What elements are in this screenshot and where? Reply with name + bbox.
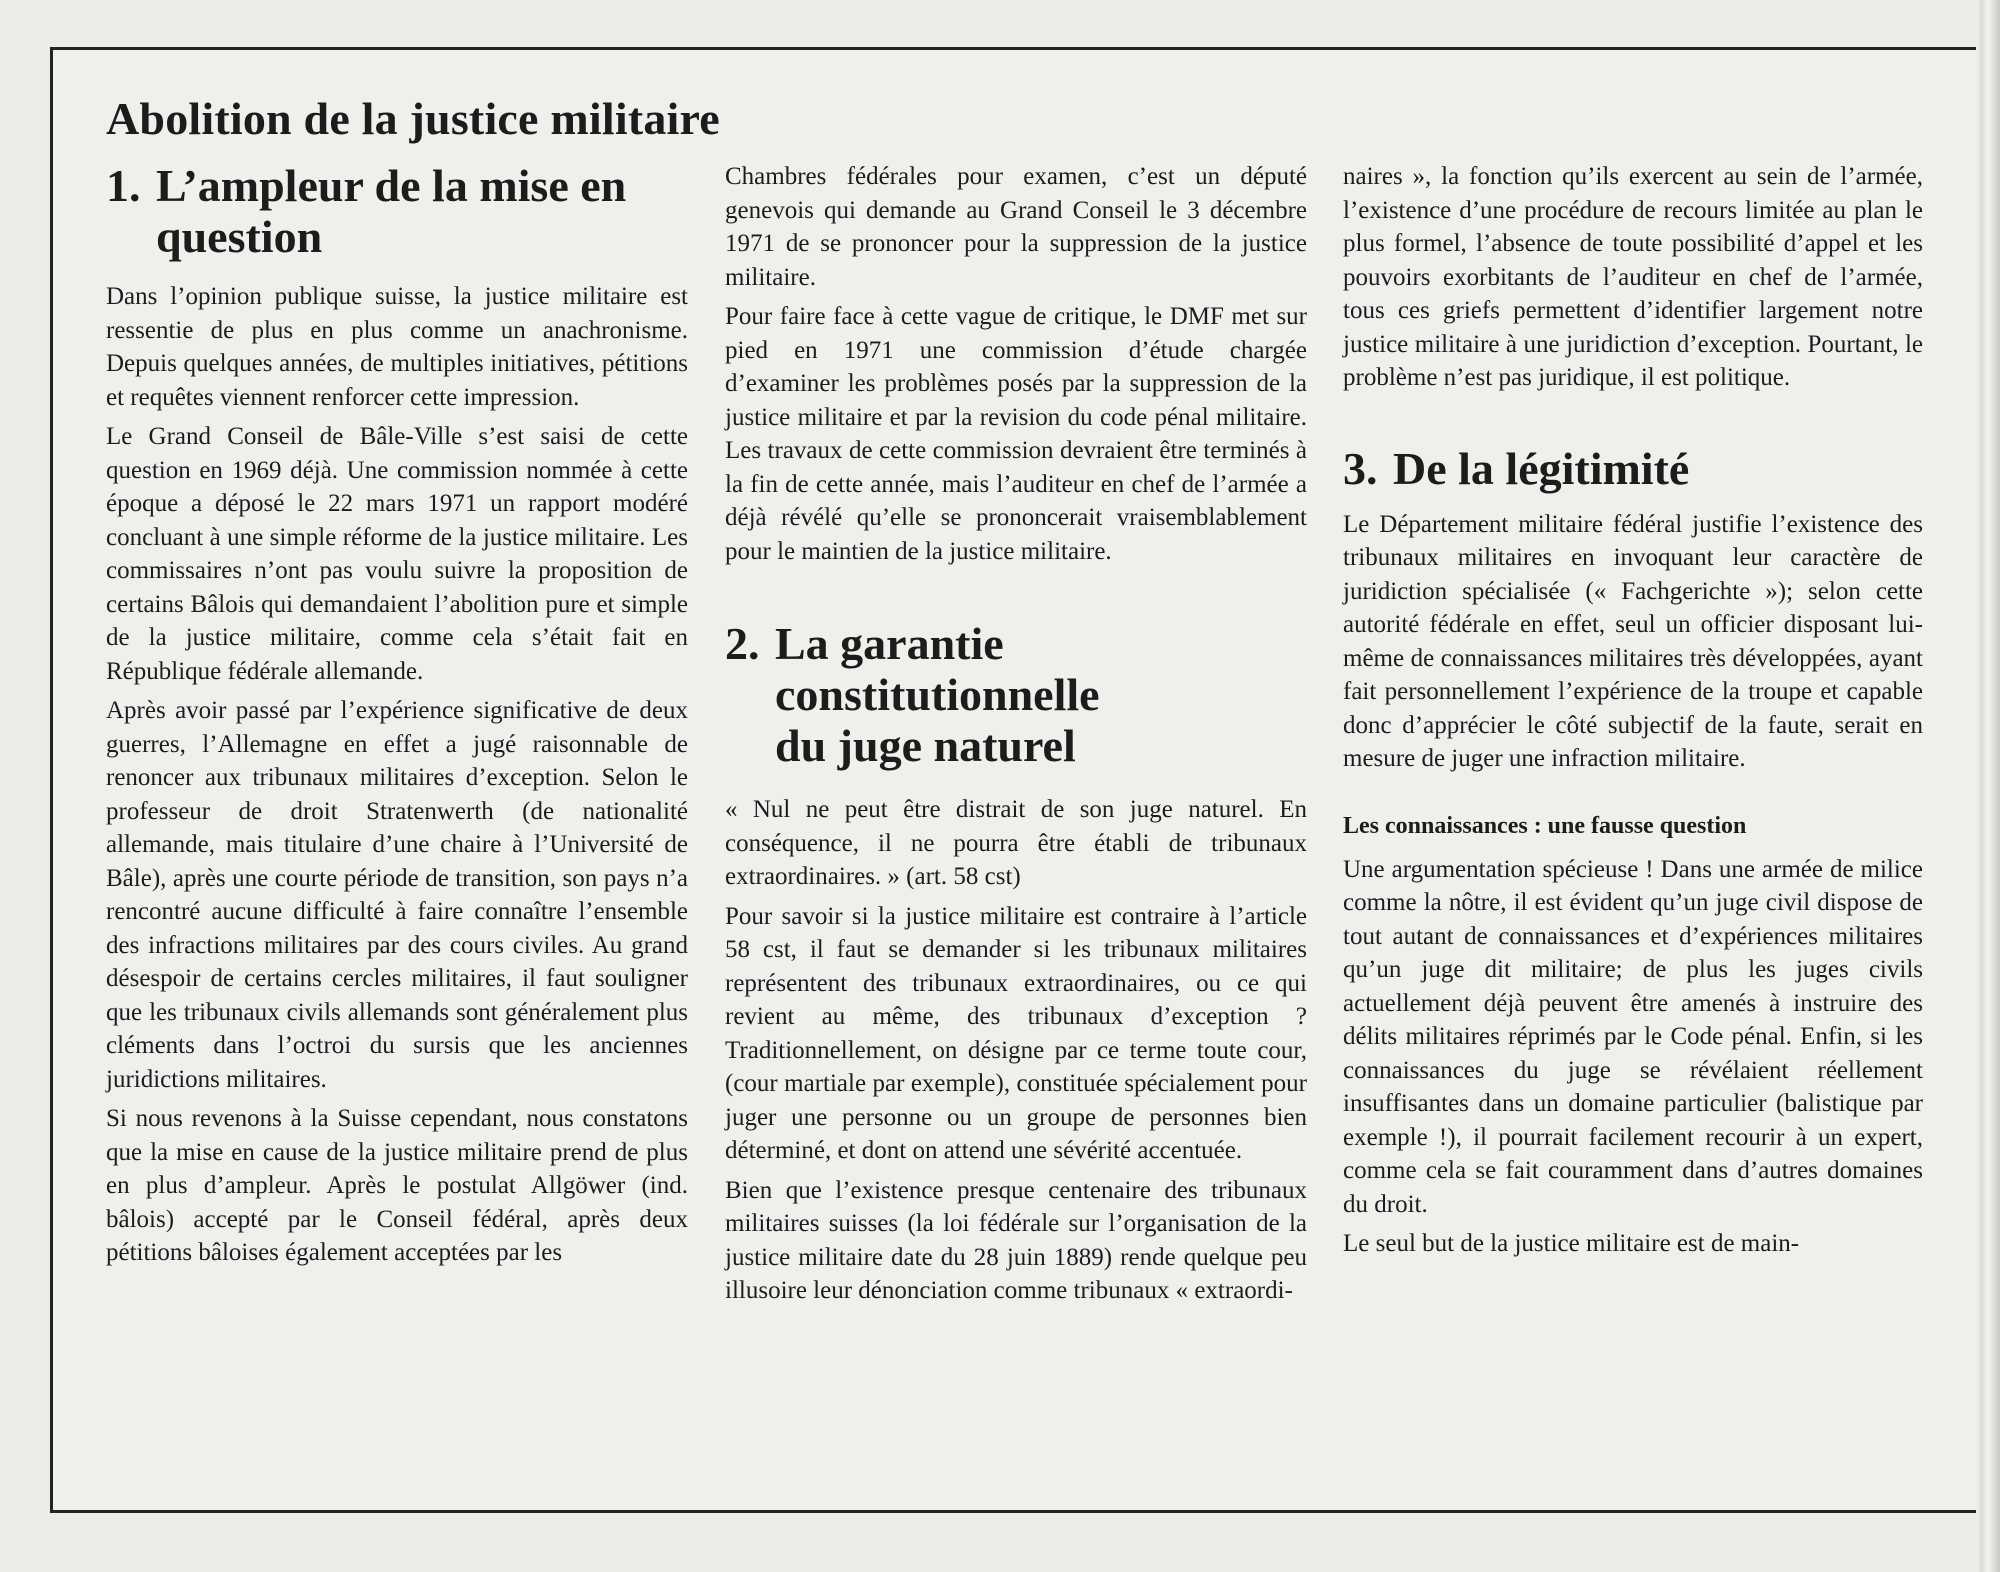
paragraph: Pour savoir si la justice militaire est contraire à l’article 58 cst, il faut se demander si les tribunaux militaires représentent des tribunaux extraordinaires, ou ce qui revient au même, des tribunaux d’exception ? Traditionnellement, on désigne par ce terme toute cour, (cour martiale par exemple), constituée spécialement pour juger une personne ou un groupe de personnes bien déterminé, et dont on attend une sévérité accentuée.: [725, 902, 1307, 1164]
article-title: Abolition de la justice militaire: [106, 93, 720, 144]
paragraph: Une argumentation spécieuse ! Dans une armée de milice comme la nôtre, il est évident qu’un juge civil dispose de tout autant de connaissances et d’expériences militaires qu’un juge dit militaire; de plus les juges civils actuellement déjà peuvent être amenés à instruire des délits militaires réprimés par le Code pénal. Enfin, si les connaissances du juge se révélaient réellement insuffisantes dans un domaine particulier (balistique par exemple !), il pourrait facilement recourir à un expert, comme cela se fait couramment dans d’autres domaines du droit.: [1343, 855, 1923, 1218]
section-1-number: 1.: [106, 160, 141, 211]
column-1: [106, 160, 688, 1276]
column-3: [1343, 160, 1923, 1267]
paragraph: Après avoir passé par l’expérience significative de deux guerres, l’Allemagne en effet a jugé raisonnable de renoncer aux tribunaux militaires d’exception. Selon le professeur de droit Stratenwerth (de nationalité allemande, mais titulaire d’une chaire à l’Université de Bâle), après une courte période de transition, son pays n’a rencontré aucune difficulté à faire connaître l’ensemble des infractions militaires par des cours civiles. Au grand désespoir de certains cercles militaires, il faut souligner que les tribunaux civils allemands sont généralement plus cléments dans l’octroi du sursis que les anciennes juridictions militaires.: [106, 697, 688, 1093]
section-2-heading: [725, 618, 1307, 771]
paragraph: Le seul but de la justice militaire est de main-: [1343, 1230, 1800, 1257]
section-1-title: L’ampleur de la mise en question: [156, 160, 627, 262]
page-edge: [1980, 0, 2000, 1572]
paragraph: Dans l’opinion publique suisse, la justice militaire est ressentie de plus en plus comme un anachronisme. Depuis quelques années, de multiples initiatives, pétitions et requêtes viennent renforcer cette impression.: [106, 283, 688, 411]
column-2: [725, 160, 1307, 1314]
paragraph: Bien que l’existence presque centenaire des tribunaux militaires suisses (la loi fédérale sur l’organisation de la justice militaire date du 28 juin 1889) rende quelque peu illusoire leur dénonciation comme tribunaux « extraordi-: [725, 1176, 1307, 1304]
section-1-heading: [106, 160, 688, 262]
section-2-title-line: du juge naturel: [775, 720, 1076, 771]
section-2-title-line: La garantie: [775, 618, 1004, 669]
section-3-number: 3.: [1343, 442, 1378, 494]
paragraph: Si nous revenons à la Suisse cependant, nous constatons que la mise en cause de la justice militaire prend de plus en plus d’ampleur. Après le postulat Allgöwer (ind. bâlois) accepté par le Conseil fédéral, après deux pétitions bâloises également acceptées par les: [106, 1105, 688, 1266]
section-3-heading: [1343, 443, 1923, 494]
paragraph: naires », la fonction qu’ils exercent au sein de l’armée, l’existence d’une procédure de recours limitée au plan le plus formel, l’absence de toute possibilité d’appel et les pouvoirs exorbitants de l’auditeur en chef de l’armée, tous ces griefs permettent d’identifier largement notre justice militaire à une juridiction d’exception. Pourtant, le problème n’est pas juridique, il est politique.: [1343, 163, 1923, 391]
subheading: Les connaissances : une fausse question: [1343, 812, 1747, 839]
paragraph: Le Grand Conseil de Bâle-Ville s’est saisi de cette question en 1969 déjà. Une commission nommée à cette époque a déposé le 22 mars 1971 un rapport modéré concluant à une simple réforme de la justice militaire. Les commissaires n’ont pas voulu suivre la proposition de certains Bâlois qui demandaient l’abolition pure et simple de la justice militaire, comme cela s’était fait en République fédérale allemande.: [106, 423, 688, 685]
paragraph: Pour faire face à cette vague de critique, le DMF met sur pied en 1971 une commission d’étude chargée d’examiner les problèmes posés par la suppression de la justice militaire et par la revision du code pénal militaire. Les travaux de cette commission devraient être terminés à la fin de cette année, mais l’auditeur en chef de l’armée a déjà révélé qu’elle se prononcerait vraisemblablement pour le maintien de la justice militaire.: [725, 303, 1307, 565]
section-2-title-line: constitutionnelle: [775, 669, 1100, 720]
paragraph: Le Département militaire fédéral justifie l’existence des tribunaux militaires en invoquant leur caractère de juridiction spécialisée (« Fachgerichte »); selon cette autorité fédérale en effet, seul un officier disposant lui-même de connaissances militaires très développées, ayant fait personnellement l’expérience de la troupe et capable donc d’apprécier le côté subjectif de la faute, serait en mesure de juger une infraction militaire.: [1343, 510, 1923, 772]
section-2-number: 2.: [725, 618, 760, 669]
quote-paragraph: « Nul ne peut être distrait de son juge naturel. En conséquence, il ne pourra être établi de tribunaux extraordinaires. » (art. 58 cst): [725, 796, 1307, 890]
section-3-title: De la légitimité: [1393, 442, 1690, 494]
paragraph: Chambres fédérales pour examen, c’est un député genevois qui demande au Grand Conseil le 3 décembre 1971 de se prononcer pour la suppression de la justice militaire.: [725, 163, 1307, 291]
